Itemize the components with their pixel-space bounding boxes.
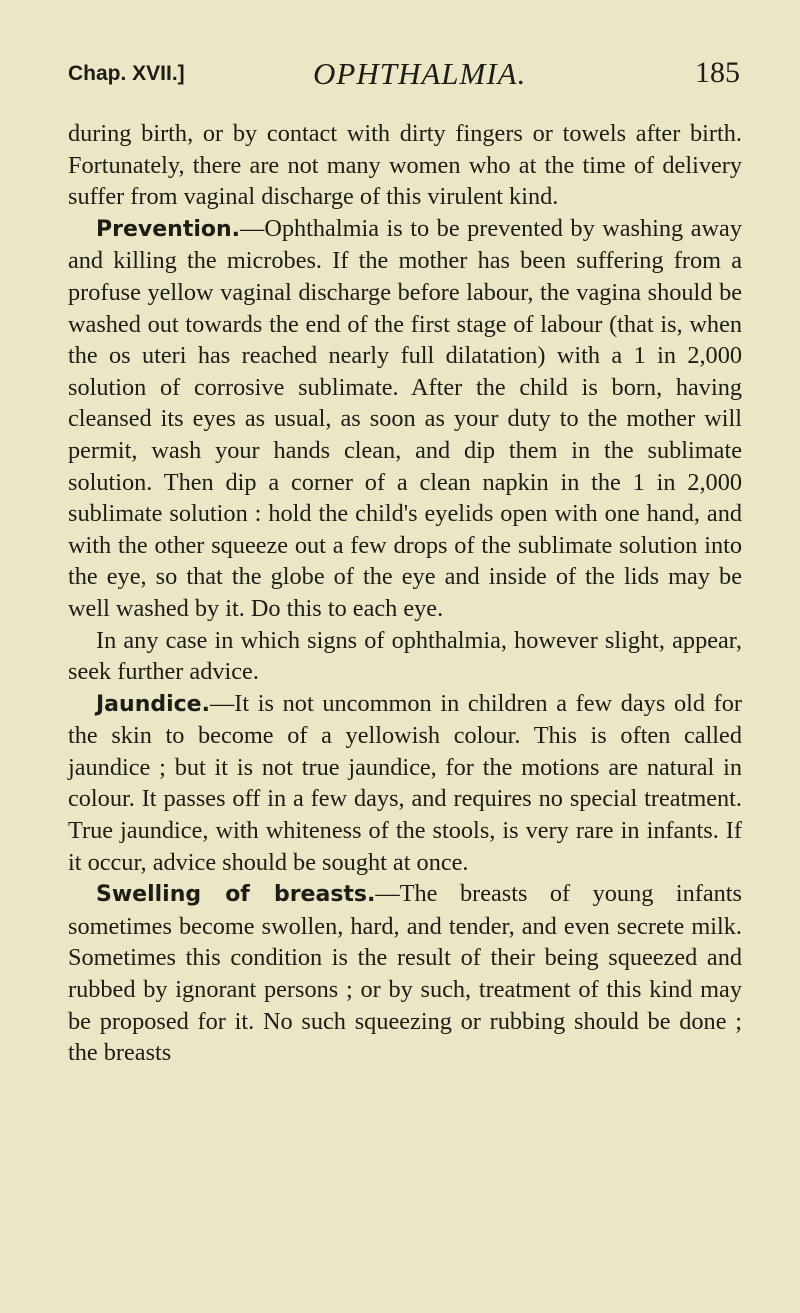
paragraph-swelling-of-breasts — [68, 878, 742, 1069]
page-number: 185 — [695, 56, 740, 89]
running-head — [68, 56, 740, 96]
paragraph-text: —It is not uncommon in children a few days old for the skin to become of a yellowish colour. This is often called jaundice ; but it is not true jaundice, for the motions are natural in colour. It passes off in a few days, and requires no special treatment. True jaundice, with whiteness of the stools, is very rare in infants. If it occur, advice should be sought at once. — [68, 689, 742, 876]
chapter-label: Chap. XVII.] — [68, 62, 185, 85]
section-heading-prevention: Prevention. — [96, 216, 241, 242]
paragraph-text: during birth, or by contact with dirty fingers or towels after birth. Fortunately, there are not many women who at the time of delivery suffer from vaginal discharge of this virulent kind. — [68, 120, 742, 211]
body-text — [68, 118, 742, 1069]
paragraph-text: —The breasts of young infants sometimes become swollen, hard, and tender, and even secrete milk. Sometimes this condition is the result of their being squeezed and rubbed by ignorant persons ; or by such, treatment of this kind may be proposed for it. No such squeezing or rubbing should be done ; the breasts — [68, 880, 742, 1067]
paragraph-continuation — [68, 118, 742, 213]
paragraph-text: —Ophthalmia is to be prevented by washing away and killing the microbes. If the mother has been suffering from a profuse yellow vaginal discharge before labour, the vagina should be washed out towards the end of the first stage of labour (that is, when the os uteri has reached nearly full dilatation) with a 1 in 2,000 solution of corrosive sublimate. After the child is born, having cleansed its eyes as usual, as soon as your duty to the mother will permit, wash your hands clean, and dip them in the sublimate solution. Then dip a corner of a clean napkin in the 1 in 2,000 sublimate solution : hold the child's eyelids open with one hand, and with the other squeeze out a few drops of the sublimate solution into the eye, so that the globe of the eye and inside of the lids may be well washed by it. Do this to each eye. — [68, 214, 742, 622]
page-title: OPHTHALMIA. — [313, 56, 527, 91]
paragraph-text: In any case in which signs of ophthalmia, however slight, appear, seek further advice. — [68, 626, 742, 686]
paragraph-advice — [68, 625, 742, 688]
paragraph-jaundice — [68, 688, 742, 879]
section-heading-jaundice: Jaundice. — [96, 691, 210, 717]
section-heading-swelling-of-breasts: Swelling of breasts. — [96, 882, 376, 908]
paragraph-prevention — [68, 213, 742, 625]
